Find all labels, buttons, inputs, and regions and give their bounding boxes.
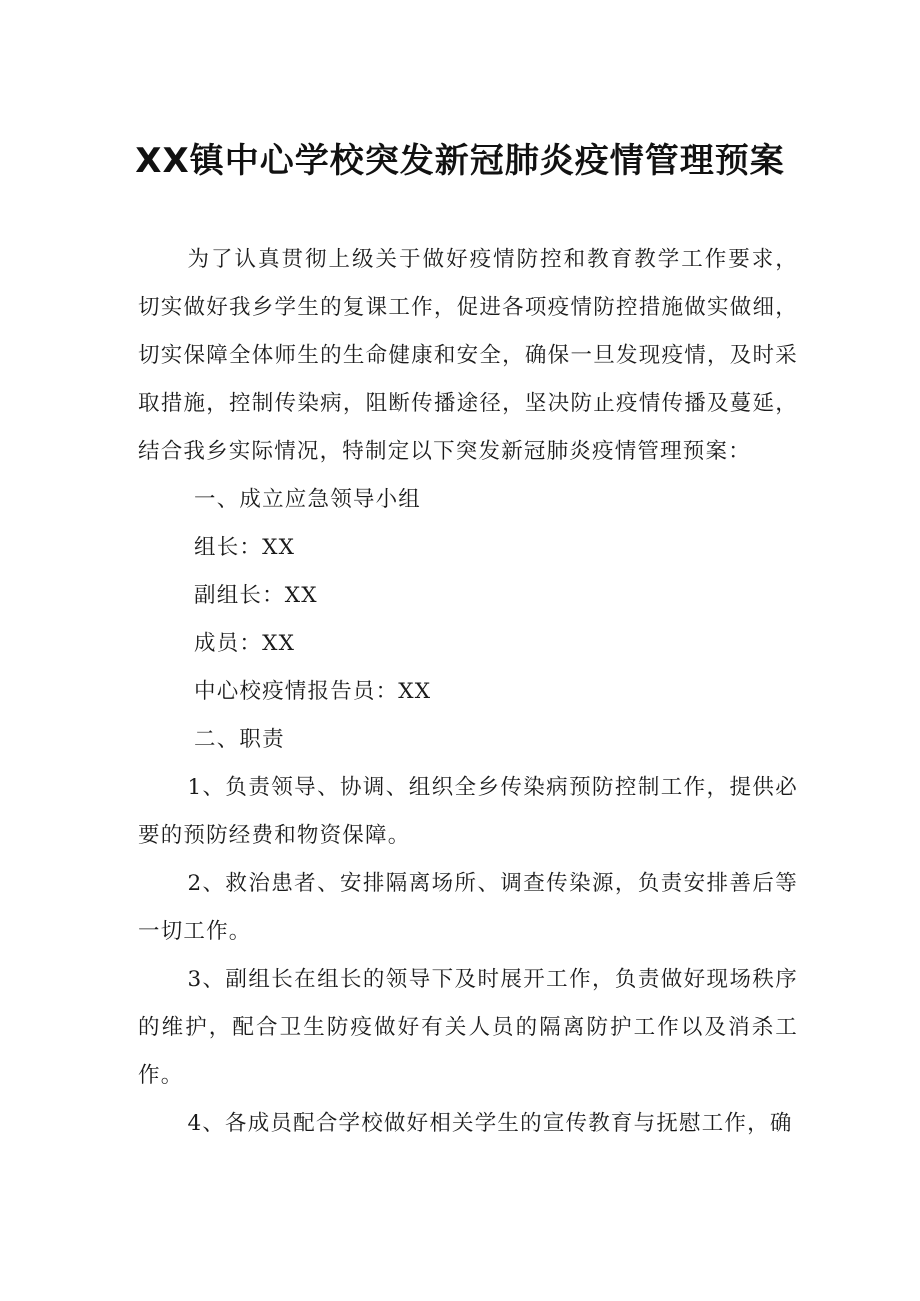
section-heading: 二、职责 (194, 727, 285, 752)
deputy-leader-line: 副组长：XX (194, 583, 318, 608)
duty-paragraph: 4、各成员配合学校做好相关学生的宣传教育与抚慰工作，确 (187, 1111, 793, 1136)
document-body (138, 236, 798, 1148)
duty-paragraph: 2、救治患者、安排隔离场所、调查传染源，负责安排善后等一切工作。 (138, 871, 798, 944)
duty-paragraph: 3、副组长在组长的领导下及时展开工作，负责做好现场秩序的维护，配合卫生防疫做好有关人员的隔离防护工作以及消杀工作。 (138, 967, 798, 1088)
intro-paragraph: 为了认真贯彻上级关于做好疫情防控和教育教学工作要求，切实做好我乡学生的复课工作，促进各项疫情防控措施做实做细，切实保障全体师生的生命健康和安全，确保一旦发现疫情，及时采取措施，控制传染病，阻断传播途径，坚决防止疫情传播及蔓延，结合我乡实际情况，特制定以下突发新冠肺炎疫情管理预案： (138, 247, 798, 464)
document-title: XX镇中心学校突发新冠肺炎疫情管理预案 (135, 141, 785, 181)
leader-line: 组长：XX (194, 535, 296, 560)
duty-paragraph: 1、负责领导、协调、组织全乡传染病预防控制工作，提供必要的预防经费和物资保障。 (138, 775, 798, 848)
reporter-line: 中心校疫情报告员：XX (194, 679, 432, 704)
section-heading: 一、成立应急领导小组 (194, 487, 422, 512)
members-line: 成员：XX (194, 631, 296, 656)
